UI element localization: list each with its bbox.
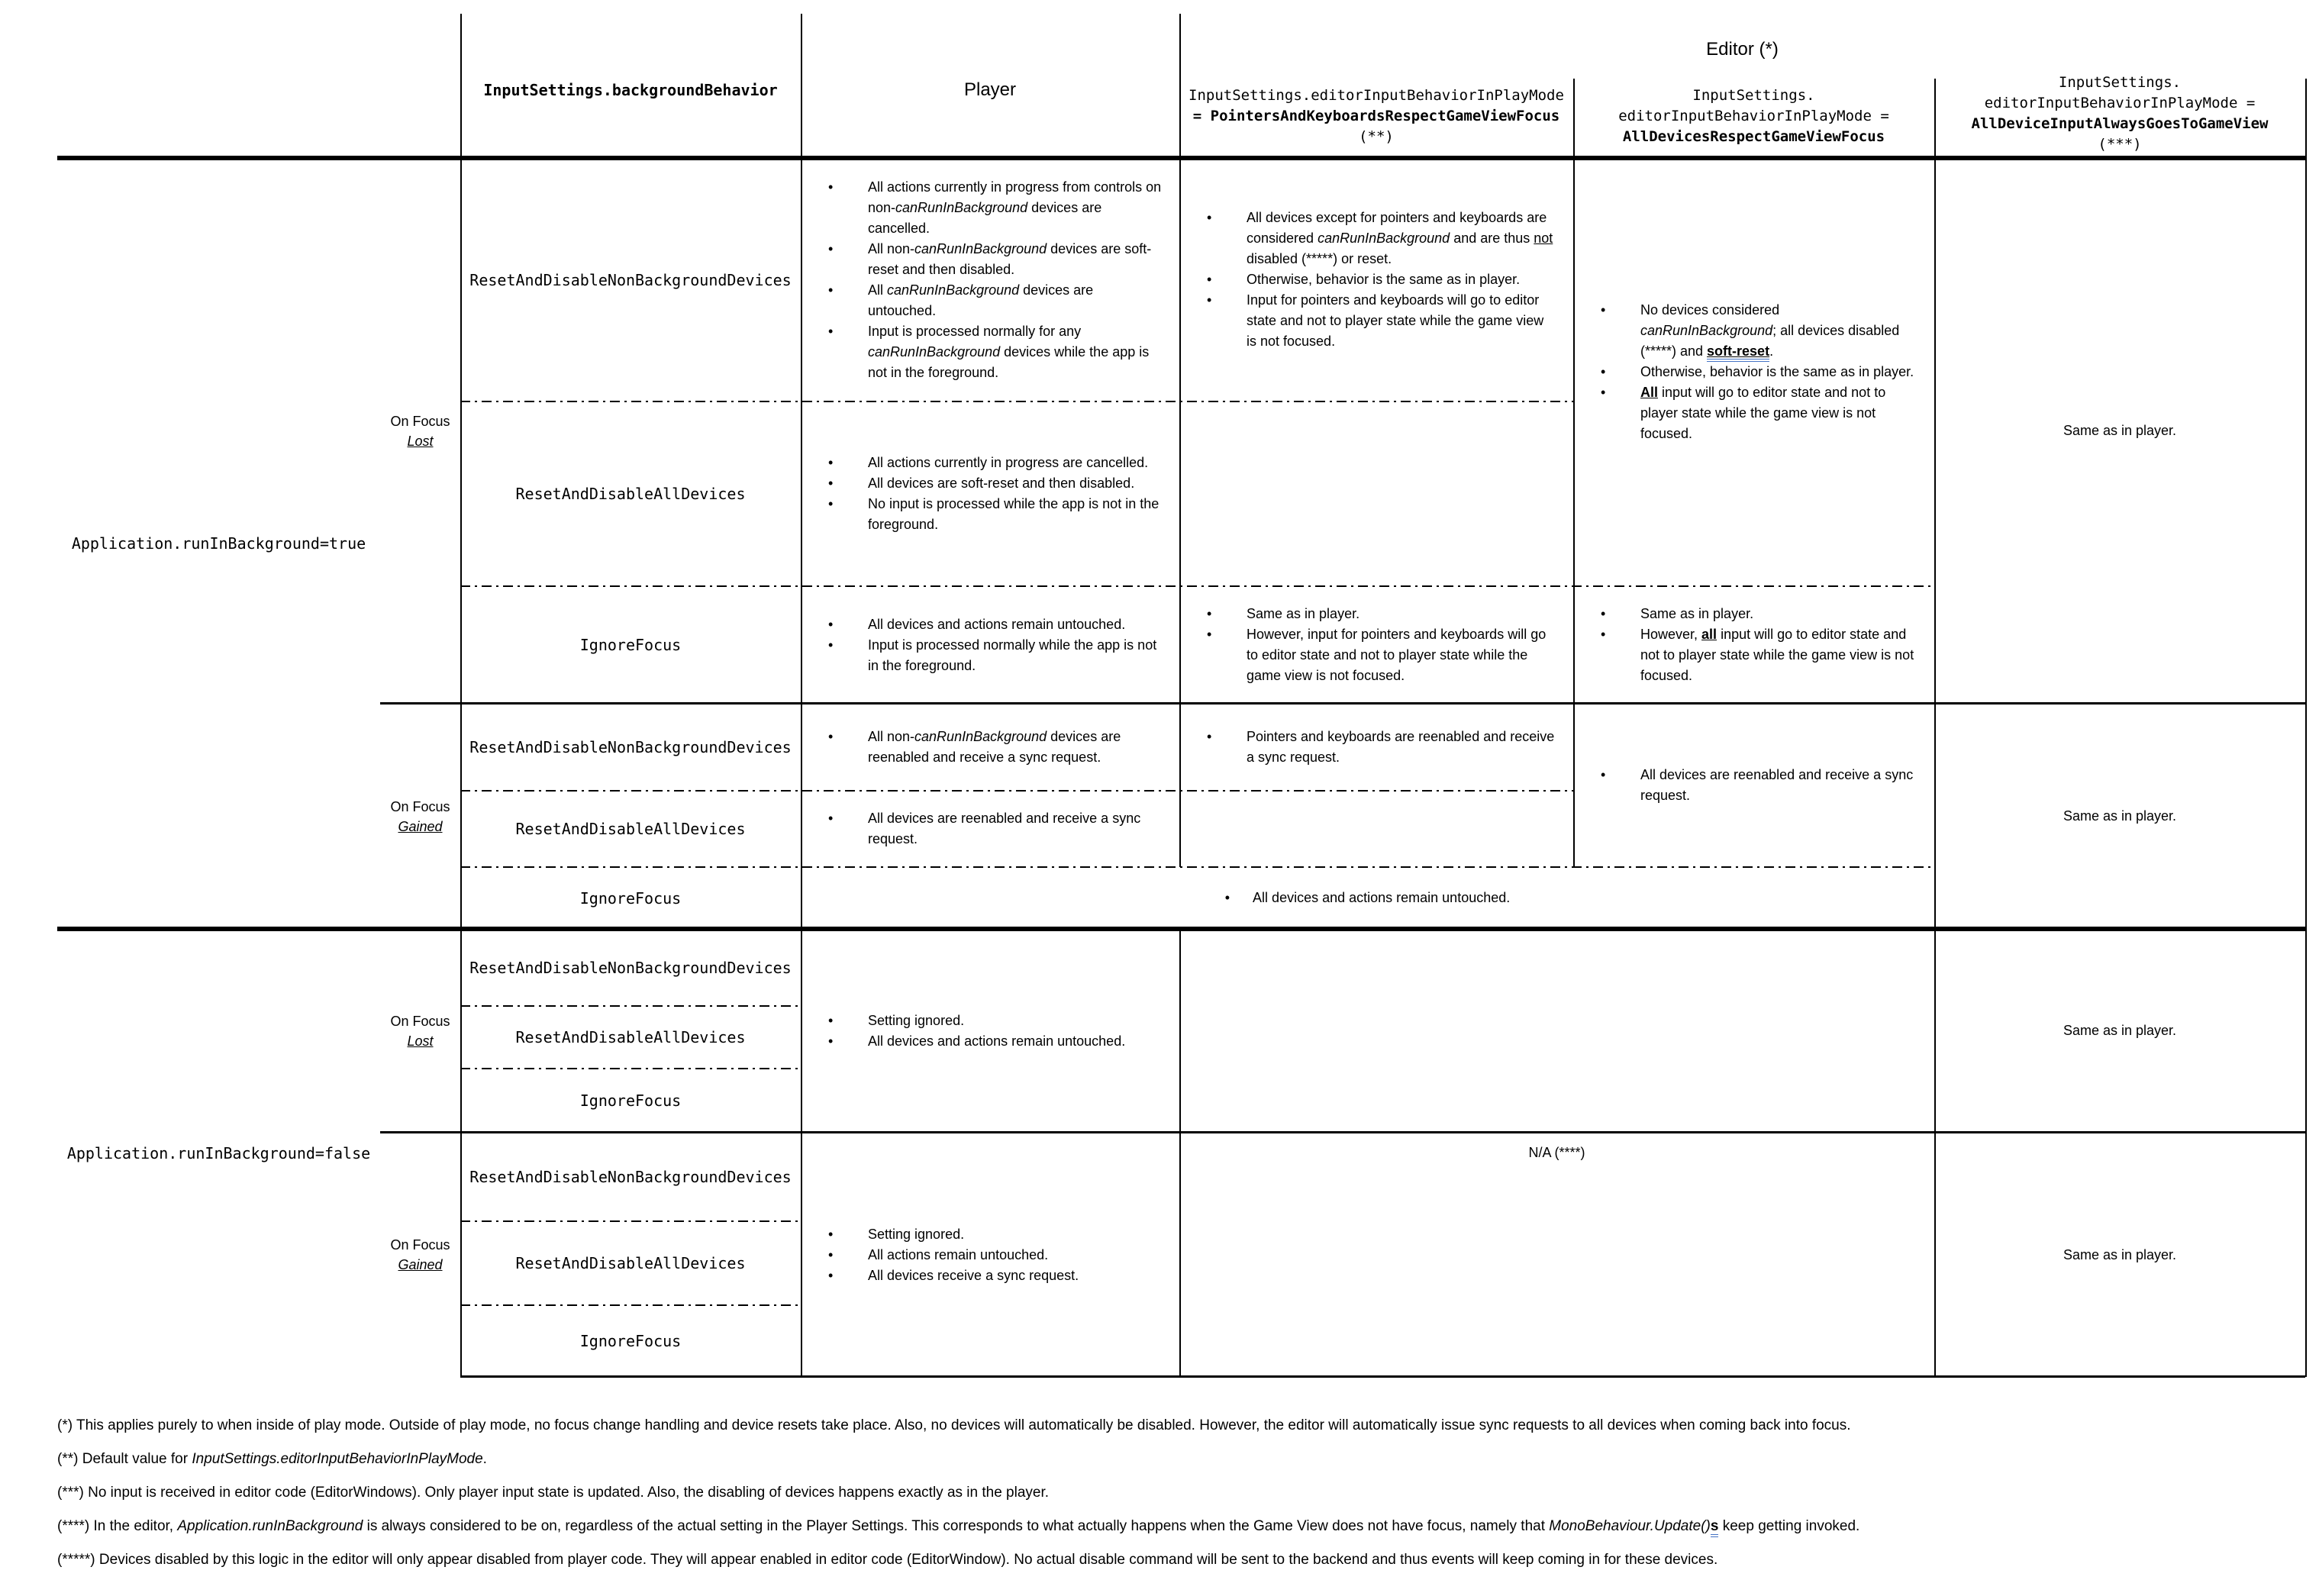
text-run: All xyxy=(1640,385,1659,400)
behavior-label: ResetAndDisableAllDevices xyxy=(515,1028,746,1046)
cell-editor1-true-lost-ignore xyxy=(1179,586,1573,704)
dashed-grid-line xyxy=(460,1005,801,1007)
horizontal-grid-line xyxy=(57,156,2305,160)
bullet-text xyxy=(1640,382,1917,444)
header-editor-col1 xyxy=(1179,76,1573,156)
bullet-dot: • xyxy=(1207,292,1212,308)
text-run: disabled (*****) or reset. xyxy=(1247,251,1392,266)
footnote-2 xyxy=(57,1451,487,1468)
text-run: All devices are soft-reset and then disabled. xyxy=(868,476,1135,491)
text-run: All non- xyxy=(868,729,915,744)
bullet-item xyxy=(824,614,1163,635)
text-line xyxy=(380,1031,460,1051)
cell-player-true-lost-resetall xyxy=(801,401,1179,586)
bullet-dot: • xyxy=(828,729,834,744)
bullet-item xyxy=(1202,208,1556,269)
bullet-item xyxy=(824,1031,1163,1052)
bullet-text xyxy=(1247,604,1556,624)
text-run: On Focus xyxy=(390,413,450,429)
bullet-item xyxy=(824,1224,1163,1245)
text-run: s xyxy=(1711,1518,1719,1537)
cell-player-true-gained-resetall xyxy=(801,791,1179,867)
bullet-text xyxy=(1247,269,1556,290)
bullet-dot: • xyxy=(1601,606,1606,621)
text-run: Setting ignored. xyxy=(868,1012,965,1028)
focus-lost-label-true xyxy=(380,158,460,704)
text-line xyxy=(380,797,460,817)
bullet-text xyxy=(868,1224,1163,1245)
text-line xyxy=(380,817,460,837)
vertical-grid-line xyxy=(1179,14,1181,867)
text-run: InputSettings.editorInputBehaviorInPlayMode xyxy=(1189,87,1564,104)
behavior-label: IgnoreFocus xyxy=(579,1091,682,1110)
header-player: Player xyxy=(963,79,1017,100)
bullet-dot: • xyxy=(828,637,834,653)
bullet-text xyxy=(868,453,1163,473)
behavior-label: IgnoreFocus xyxy=(579,1332,682,1350)
text-run: . xyxy=(1769,343,1774,359)
text-line xyxy=(1934,73,2305,93)
text-run: (*) This applies purely to when inside of play mode. Outside of play mode, no focus change handling and device resets take place. Also, no devices will automatically be disabled. However, the editor will automatically issue sync requests to all devices when coming back into focus. xyxy=(57,1417,1851,1433)
bullet-item xyxy=(824,177,1163,239)
cell-editor2-true-lost-ignore xyxy=(1573,586,1934,704)
text-run: canRunInBackground xyxy=(1318,231,1450,246)
bullet-dot: • xyxy=(828,496,834,511)
bullet-item xyxy=(1596,300,1917,362)
horizontal-grid-line xyxy=(460,1375,2305,1378)
bullet-dot: • xyxy=(828,179,834,195)
bullet-dot: • xyxy=(828,282,834,298)
text-run: devices are untouched. xyxy=(868,282,1094,318)
text-run: devices are cancelled. xyxy=(868,199,1102,236)
text-run: . xyxy=(482,1451,487,1467)
behavior-label: ResetAndDisableAllDevices xyxy=(515,820,746,838)
text-run: Otherwise, behavior is the same as in player. xyxy=(1640,364,1914,379)
dashed-grid-line xyxy=(460,401,1573,402)
bullet-item xyxy=(1596,765,1917,806)
bullet-item xyxy=(824,1266,1163,1286)
vertical-grid-line xyxy=(1179,929,1181,1377)
text-run: However, input for pointers and keyboards will go to editor state and not to player state while the game view is not focused. xyxy=(1247,627,1547,683)
focus-lost-label-false xyxy=(380,929,460,1133)
dashed-grid-line xyxy=(460,1220,801,1222)
text-run: Gained xyxy=(398,1257,443,1272)
bullet-dot: • xyxy=(828,323,834,339)
bullet-dot: • xyxy=(1601,364,1606,379)
bullet-text xyxy=(1640,624,1917,686)
bullet-text xyxy=(868,473,1163,494)
dashed-grid-line xyxy=(460,1068,801,1069)
text-run: canRunInBackground xyxy=(887,282,1020,298)
dashed-grid-line xyxy=(460,790,1573,792)
text-line xyxy=(380,1235,460,1255)
row-group-runinbackground-false: Application.runInBackground=false xyxy=(66,1143,371,1162)
vertical-grid-line xyxy=(460,14,462,1377)
row-group-runinbackground-true: Application.runInBackground=true xyxy=(71,534,366,553)
cell-player-false-lost xyxy=(801,929,1179,1133)
bullet-item xyxy=(1202,624,1556,686)
bullet-dot: • xyxy=(1207,606,1212,621)
header-editor-col2 xyxy=(1573,76,1934,156)
bullet-text xyxy=(868,1011,1163,1031)
header-background-behavior: InputSettings.backgroundBehavior xyxy=(483,81,778,99)
bullet-dot: • xyxy=(1601,767,1606,782)
bullet-item xyxy=(1596,362,1917,382)
footnote-4 xyxy=(57,1518,1859,1535)
bullet-item xyxy=(1225,888,1511,908)
vertical-grid-line xyxy=(801,14,802,1377)
bullet-item xyxy=(824,239,1163,280)
cell-editor1-true-lost-resetnonbg xyxy=(1179,158,1573,401)
text-run: is always considered to be on, regardless of the actual setting in the Player Settings. This corresponds to what actually happens when the Game View does not have focus, namely that xyxy=(363,1518,1550,1534)
text-run: Pointers and keyboards are reenabled and receive a sync request. xyxy=(1247,729,1555,765)
bullet-text xyxy=(1640,604,1917,624)
bullet-dot: • xyxy=(828,1267,834,1283)
bullet-item xyxy=(824,727,1163,768)
cell-player-true-lost-ignore xyxy=(801,586,1179,704)
text-run: Same as in player. xyxy=(1640,606,1754,621)
bullet-item xyxy=(824,635,1163,676)
text-run: All devices are reenabled and receive a sync request. xyxy=(1640,767,1914,803)
bullet-item xyxy=(1596,624,1917,686)
bullet-dot: • xyxy=(1601,627,1606,642)
text-run: (***) xyxy=(2098,135,2142,153)
text-run: All devices and actions remain untouched. xyxy=(868,616,1126,632)
text-run: No devices considered xyxy=(1640,302,1780,318)
text-line xyxy=(380,1255,460,1275)
text-run: AllDeviceInputAlwaysGoesToGameView xyxy=(1971,114,2269,132)
bullet-text xyxy=(868,1031,1163,1052)
text-run: Setting ignored. xyxy=(868,1226,965,1242)
bullet-dot: • xyxy=(828,616,834,632)
behavior-label: ResetAndDisableAllDevices xyxy=(515,1254,746,1272)
text-line xyxy=(1934,114,2305,134)
horizontal-grid-line xyxy=(380,702,2305,704)
text-run: Input is processed normally while the app is not in the foreground. xyxy=(868,637,1157,673)
cell-editor2-true-lost-merged xyxy=(1573,158,1934,586)
bullet-dot: • xyxy=(1207,272,1212,287)
bullet-item xyxy=(1202,727,1556,768)
text-run: (***) No input is received in editor code (EditorWindows). Only player input state is updated. Also, the disabling of devices happens exactly as in the player. xyxy=(57,1485,1050,1501)
bullet-text xyxy=(868,808,1163,850)
cell-editor-false-na: N/A (****) xyxy=(1528,1145,1585,1160)
text-line xyxy=(1179,85,1573,106)
footnote-3 xyxy=(57,1485,1049,1501)
bullet-text xyxy=(1640,362,1917,382)
text-run: InputSettings.editorInputBehaviorInPlayMode xyxy=(192,1451,483,1467)
text-run: All actions currently in progress from controls on non- xyxy=(868,179,1162,215)
bullet-item xyxy=(824,473,1163,494)
text-line xyxy=(380,431,460,451)
vertical-grid-line xyxy=(1934,79,1936,1377)
bullet-text xyxy=(1247,290,1556,352)
text-run: On Focus xyxy=(390,798,450,814)
bullet-dot: • xyxy=(828,476,834,491)
text-line xyxy=(380,411,460,431)
text-run: editorInputBehaviorInPlayMode = xyxy=(1984,94,2256,111)
text-run: All devices are reenabled and receive a sync request. xyxy=(868,811,1141,846)
bullet-item xyxy=(824,453,1163,473)
cell-editor3-true-lost: Same as in player. xyxy=(2063,423,2177,438)
text-line xyxy=(1573,106,1934,127)
bullet-item xyxy=(824,494,1163,535)
bullet-text xyxy=(1640,300,1917,362)
text-run: Lost xyxy=(407,1033,434,1049)
text-run: (**) xyxy=(1359,128,1394,145)
behavior-label: ResetAndDisableAllDevices xyxy=(515,485,746,503)
bullet-item xyxy=(1202,290,1556,352)
text-run: Input for pointers and keyboards will go to editor state and not to player state while the game view is not focused. xyxy=(1247,292,1544,349)
behavior-label: ResetAndDisableNonBackgroundDevices xyxy=(469,958,792,977)
text-run: devices while the app is not in the foreground. xyxy=(868,343,1150,380)
text-run: AllDevicesRespectGameViewFocus xyxy=(1622,128,1885,145)
text-line xyxy=(1573,85,1934,106)
footnote-5 xyxy=(57,1552,1717,1569)
bullet-item xyxy=(1596,604,1917,624)
text-run: Application.runInBackground xyxy=(177,1518,363,1534)
text-run: editorInputBehaviorInPlayMode = xyxy=(1618,108,1889,124)
text-run: All xyxy=(868,282,888,298)
bullet-dot: • xyxy=(828,240,834,256)
cell-editor3-false-gained: Same as in player. xyxy=(2063,1246,2177,1262)
text-run: All actions currently in progress are cancelled. xyxy=(868,455,1149,470)
bullet-text xyxy=(1247,208,1556,269)
text-run: devices are soft-reset and then disabled. xyxy=(868,240,1152,277)
behavior-label: IgnoreFocus xyxy=(579,888,682,908)
bullet-dot: • xyxy=(828,455,834,470)
bullet-dot: • xyxy=(828,1033,834,1049)
bullet-item xyxy=(824,280,1163,321)
text-line xyxy=(1573,127,1934,147)
text-run: All devices and actions remain untouched. xyxy=(1253,890,1511,905)
bullet-text xyxy=(1640,765,1917,806)
bullet-dot: • xyxy=(828,1226,834,1242)
text-run: and are thus xyxy=(1450,231,1534,246)
bullet-item xyxy=(1596,382,1917,444)
bullet-text xyxy=(868,177,1163,239)
text-run: = PointersAndKeyboardsRespectGameViewFocus xyxy=(1192,108,1560,124)
bullet-text xyxy=(868,1245,1163,1266)
text-run: canRunInBackground xyxy=(914,240,1047,256)
behavior-label: IgnoreFocus xyxy=(579,636,682,654)
behavior-label: ResetAndDisableNonBackgroundDevices xyxy=(469,270,792,289)
text-run: input will go to editor state and not to player state while the game view is not focused. xyxy=(1640,385,1886,441)
dashed-grid-line xyxy=(460,1304,801,1306)
bullet-text xyxy=(868,1266,1163,1286)
text-run: Gained xyxy=(398,818,443,834)
text-line xyxy=(1179,127,1573,147)
cell-player-false-gained xyxy=(801,1133,1179,1377)
text-run: canRunInBackground xyxy=(868,343,1001,360)
bullet-dot: • xyxy=(1224,890,1230,905)
bullet-text xyxy=(1253,888,1510,908)
text-run: (****) In the editor, xyxy=(57,1518,178,1534)
text-run: On Focus xyxy=(390,1013,450,1029)
text-run: soft-reset xyxy=(1707,343,1769,362)
text-line xyxy=(1934,134,2305,155)
bullet-dot: • xyxy=(1601,385,1606,400)
text-run: keep getting invoked. xyxy=(1718,1518,1860,1534)
text-run: MonoBehaviour.Update() xyxy=(1549,1518,1711,1534)
bullet-dot: • xyxy=(828,1012,834,1028)
text-run: InputSettings. xyxy=(2058,73,2182,91)
text-line xyxy=(380,1011,460,1031)
text-run: ; all devices disabled (*****) and xyxy=(1640,323,1900,359)
vertical-grid-line xyxy=(2305,79,2307,1377)
bullet-text xyxy=(1247,624,1556,686)
dashed-grid-line xyxy=(460,866,1934,868)
text-run: not xyxy=(1534,231,1553,246)
bullet-dot: • xyxy=(1207,627,1212,642)
text-run: InputSettings. xyxy=(1692,87,1815,104)
text-run: No input is processed while the app is not in the foreground. xyxy=(868,496,1160,532)
bullet-item xyxy=(1202,269,1556,290)
text-run: All actions remain untouched. xyxy=(868,1246,1049,1262)
text-run: Otherwise, behavior is the same as in player. xyxy=(1247,272,1521,287)
text-run: Same as in player. xyxy=(1247,606,1360,621)
text-line xyxy=(1934,93,2305,114)
footnote-1 xyxy=(57,1417,1851,1434)
bullet-text xyxy=(1247,727,1556,768)
cell-true-gained-ignore-merged xyxy=(801,867,1934,929)
text-run: canRunInBackground xyxy=(1640,323,1773,338)
bullet-text xyxy=(868,727,1163,768)
focus-gained-label-true xyxy=(380,704,460,929)
text-run: However, xyxy=(1640,627,1702,642)
text-run: (*****) Devices disabled by this logic in the editor will only appear disabled from player code. They will appear enabled in editor code (EditorWindow). No actual disable command will be sent to the backend and thus events will keep coming in for these devices. xyxy=(57,1552,1718,1568)
dashed-grid-line xyxy=(460,585,1934,587)
text-run: devices are reenabled and receive a sync request. xyxy=(868,729,1121,765)
bullet-dot: • xyxy=(1207,729,1212,744)
cell-editor1-true-gained-resetnonbg xyxy=(1179,704,1573,791)
bullet-item xyxy=(1202,604,1556,624)
text-run: canRunInBackground xyxy=(895,199,1028,215)
header-editor-col3 xyxy=(1934,70,2305,156)
behavior-label: ResetAndDisableNonBackgroundDevices xyxy=(469,1168,792,1186)
bullet-item xyxy=(824,808,1163,850)
text-run: canRunInBackground xyxy=(914,729,1047,744)
vertical-grid-line xyxy=(1573,79,1575,867)
text-run: All devices except for pointers and keyboards are considered xyxy=(1247,210,1547,246)
bullet-text xyxy=(868,614,1163,635)
text-run: Lost xyxy=(407,433,434,449)
bullet-dot: • xyxy=(1601,302,1606,318)
text-run: (**) Default value for xyxy=(57,1451,192,1467)
bullet-dot: • xyxy=(828,811,834,826)
text-run: On Focus xyxy=(390,1237,450,1253)
bullet-text xyxy=(868,239,1163,280)
cell-player-true-lost-resetnonbg xyxy=(801,158,1179,401)
text-run: input will go to editor state and not to player state while the game view is not focused. xyxy=(1640,627,1914,683)
cell-editor3-true-gained: Same as in player. xyxy=(2063,808,2177,824)
focus-gained-label-false xyxy=(380,1133,460,1377)
cell-editor3-false-lost: Same as in player. xyxy=(2063,1023,2177,1038)
bullet-dot: • xyxy=(1207,210,1212,225)
bullet-text xyxy=(868,494,1163,535)
text-run: All non- xyxy=(868,240,915,256)
horizontal-grid-line xyxy=(57,927,2305,931)
bullet-dot: • xyxy=(828,1246,834,1262)
text-run: All devices receive a sync request. xyxy=(868,1267,1079,1283)
behavior-label: ResetAndDisableNonBackgroundDevices xyxy=(469,738,792,756)
horizontal-grid-line xyxy=(380,1131,2305,1133)
header-editor-title: Editor (*) xyxy=(1706,39,1779,60)
text-run: All devices and actions remain untouched. xyxy=(868,1033,1126,1049)
bullet-text xyxy=(868,321,1163,383)
bullet-text xyxy=(868,280,1163,321)
text-run: Input is processed normally for any xyxy=(868,323,1082,339)
bullet-item xyxy=(824,1245,1163,1266)
text-line xyxy=(1179,106,1573,127)
cell-player-true-gained-resetnonbg xyxy=(801,704,1179,791)
text-run: all xyxy=(1701,627,1717,642)
cell-editor2-true-gained-merged xyxy=(1573,704,1934,867)
bullet-item xyxy=(824,1011,1163,1031)
bullet-text xyxy=(868,635,1163,676)
bullet-item xyxy=(824,321,1163,383)
